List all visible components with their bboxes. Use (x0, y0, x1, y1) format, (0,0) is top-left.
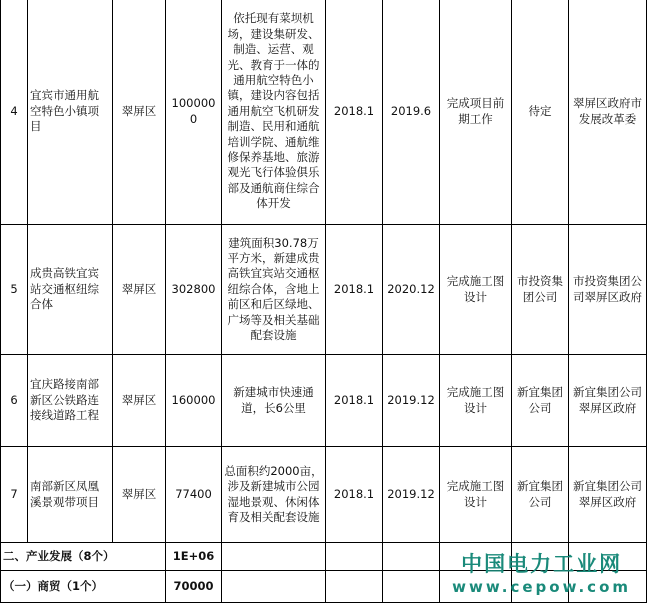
project-name: 南部新区凤凰溪景观带项目 (28, 447, 113, 543)
district: 翠屏区 (113, 447, 166, 543)
empty-cell (222, 571, 326, 603)
section-investment: 1E+06 (166, 543, 222, 571)
construction-content: 依托现有菜坝机场，建设集研发、制造、运营、观光、教育于一体的通用航空特色小镇，建设内容包括通用航空飞机研发制造、民用和通航培训学院、通航维修保养基地、旅游观光飞行体验俱乐部及通航商住综合体开发 (222, 0, 326, 225)
end-date: 2019.12 (383, 447, 440, 543)
section-investment: 70000 (166, 571, 222, 603)
responsible-unit: 新宜集团公司翠屏区政府 (569, 447, 647, 543)
row-number: 4 (1, 0, 28, 225)
construction-content: 新建城市快速通道，长6公里 (222, 355, 326, 447)
start-date: 2018.1 (326, 447, 383, 543)
watermark-logo (452, 548, 631, 596)
progress: 完成施工图设计 (440, 447, 512, 543)
investment: 160000 (166, 355, 222, 447)
watermark-text: 中国电力工业网 (461, 552, 623, 576)
empty-cell (383, 543, 440, 571)
empty-cell (222, 543, 326, 571)
empty-cell (326, 571, 383, 603)
investment: 77400 (166, 447, 222, 543)
row-number: 6 (1, 355, 28, 447)
table-row (1, 355, 647, 447)
start-date: 2018.1 (326, 225, 383, 355)
owner-unit: 新宜集团公司 (512, 447, 569, 543)
investment: 1000000 (166, 0, 222, 225)
progress: 完成施工图设计 (440, 225, 512, 355)
section-label: （一）商贸（1个） (1, 571, 166, 603)
start-date: 2018.1 (326, 0, 383, 225)
end-date: 2019.6 (383, 0, 440, 225)
end-date: 2019.12 (383, 355, 440, 447)
project-name: 宜宾市通用航空特色小镇项目 (28, 0, 113, 225)
section-label: 二、产业发展（8个） (1, 543, 166, 571)
row-number: 5 (1, 225, 28, 355)
district: 翠屏区 (113, 0, 166, 225)
progress: 完成施工图设计 (440, 355, 512, 447)
table-row (1, 447, 647, 543)
empty-cell (383, 571, 440, 603)
start-date: 2018.1 (326, 355, 383, 447)
end-date: 2020.12 (383, 225, 440, 355)
investment: 302800 (166, 225, 222, 355)
project-name: 宜庆路接南部新区公铁路连接线道路工程 (28, 355, 113, 447)
owner-unit: 待定 (512, 0, 569, 225)
district: 翠屏区 (113, 225, 166, 355)
owner-unit: 市投资集团公司 (512, 225, 569, 355)
project-name: 成贵高铁宜宾站交通枢纽综合体 (28, 225, 113, 355)
empty-cell (326, 543, 383, 571)
table-row (1, 0, 647, 225)
row-number: 7 (1, 447, 28, 543)
progress: 完成项目前期工作 (440, 0, 512, 225)
district: 翠屏区 (113, 355, 166, 447)
watermark-url: www.cepow.com (452, 578, 631, 596)
construction-content: 总面积约2000亩，涉及新建城市公园湿地景观、休闲体育及相关配套设施 (222, 447, 326, 543)
owner-unit: 新宜集团公司 (512, 355, 569, 447)
table-row (1, 225, 647, 355)
responsible-unit: 翠屏区政府市发展改革委 (569, 0, 647, 225)
responsible-unit: 新宜集团公司翠屏区政府 (569, 355, 647, 447)
construction-content: 建筑面积30.78万平方米，新建成贵高铁宜宾站交通枢纽综合体，含地上前区和后区绿地、广场等及相关基础配套设施 (222, 225, 326, 355)
responsible-unit: 市投资集团公司翠屏区政府 (569, 225, 647, 355)
